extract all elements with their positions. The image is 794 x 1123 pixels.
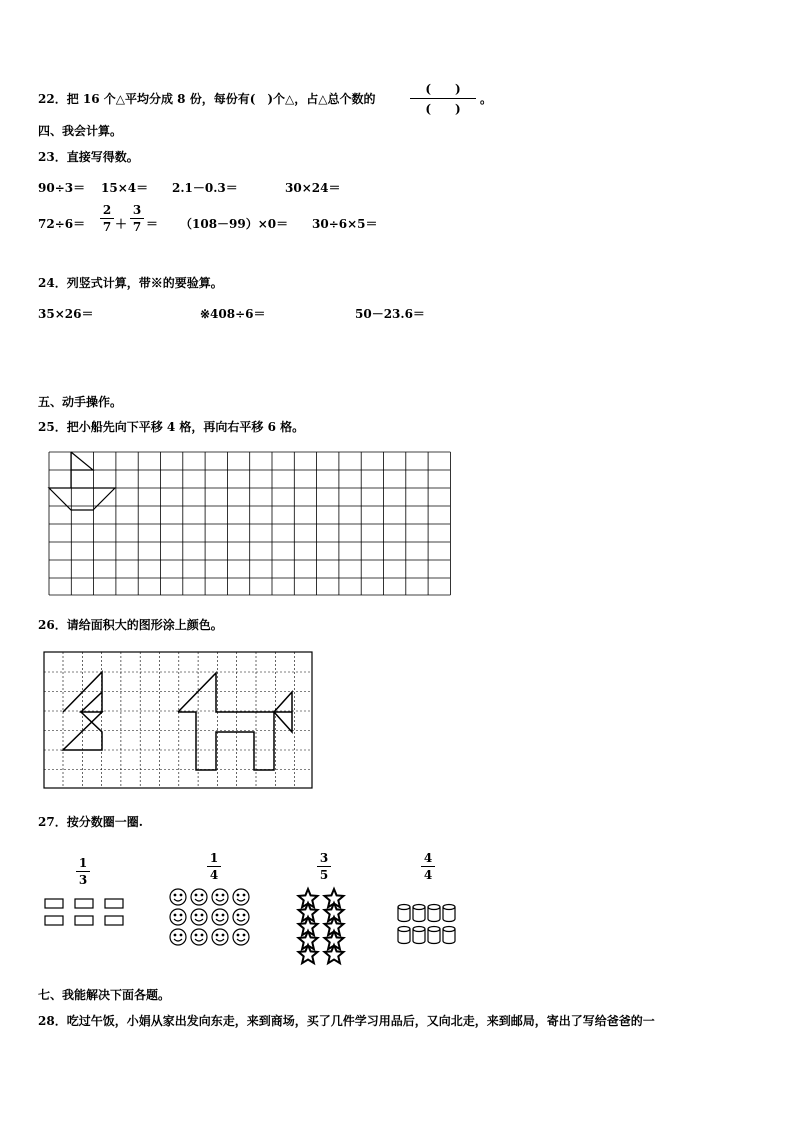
cylinder-icon xyxy=(398,905,410,922)
section-4-heading: 四、我会计算。 xyxy=(38,124,123,138)
q26-title: 26．请给面积大的图形涂上颜色。 xyxy=(38,618,223,632)
q22-tail: 。 xyxy=(480,92,493,106)
smiley-icon xyxy=(170,909,186,925)
fraction-denominator: 7 xyxy=(102,220,112,234)
plus-sign: ＋ xyxy=(115,217,128,231)
q24-item: 50－23.6＝ xyxy=(355,307,425,321)
smiley-icon xyxy=(170,889,186,905)
smiley-icon xyxy=(233,889,249,905)
smiley-icon xyxy=(233,929,249,945)
fraction-denominator: 4 xyxy=(423,868,433,882)
q23-item: 15×4＝ xyxy=(101,181,149,195)
smiley-icon xyxy=(170,929,186,945)
section-7-heading: 七、我能解决下面各题。 xyxy=(38,988,171,1002)
q23-item: （108－99）×0＝ xyxy=(180,217,289,231)
boat-grid xyxy=(49,452,451,596)
q24-item: 35×26＝ xyxy=(38,307,94,321)
fraction-2-7 xyxy=(100,203,114,234)
q27-fraction xyxy=(76,856,90,887)
q23-item: 90÷3＝ xyxy=(38,181,86,195)
fraction-3-7 xyxy=(130,203,144,234)
smiley-icon xyxy=(191,889,207,905)
fraction-denominator: 5 xyxy=(319,868,329,882)
cylinder-icon xyxy=(398,927,410,944)
section-5-heading: 五、动手操作。 xyxy=(38,395,123,409)
cylinder-icon xyxy=(428,927,440,944)
q25-title: 25．把小船先向下平移 4 格，再向右平移 6 格。 xyxy=(38,420,305,434)
q27-fraction xyxy=(207,851,221,882)
q24-item: ※408÷6＝ xyxy=(200,307,266,321)
cylinder-icon xyxy=(443,927,455,944)
boat-icon xyxy=(49,452,115,510)
q27-fraction xyxy=(421,851,435,882)
smiley-icon xyxy=(191,929,207,945)
smiley-icon xyxy=(191,909,207,925)
fraction-denominator: 7 xyxy=(132,220,142,234)
fraction-numerator: 2 xyxy=(102,203,112,217)
star-group xyxy=(296,888,350,966)
star-icon xyxy=(325,945,344,963)
smiley-icon xyxy=(212,929,228,945)
fraction-denominator: 4 xyxy=(209,868,219,882)
q27-title: 27．按分数圈一圈. xyxy=(38,815,143,829)
rectangle-group xyxy=(44,897,124,929)
smiley-icon xyxy=(212,889,228,905)
shape-right xyxy=(178,673,292,770)
q22-text: 22．把 16 个△平均分成 8 份，每份有( )个△，占△总个数的 xyxy=(38,92,376,106)
cylinder-icon xyxy=(413,927,425,944)
q23-item: 30÷6×5＝ xyxy=(312,217,378,231)
cylinder-icon xyxy=(443,905,455,922)
cylinder-icon xyxy=(413,905,425,922)
q28-text: 28．吃过午饭，小娟从家出发向东走，来到商场，买了几件学习用品后，又向北走，来到邮局，寄出了写给爸爸的一 xyxy=(38,1014,655,1028)
smiley-icon xyxy=(233,909,249,925)
fraction-numerator: 1 xyxy=(209,851,219,865)
cylinder-icon xyxy=(428,905,440,922)
q22-fraction-denominator: ( ) xyxy=(425,102,461,116)
q23-item: 2.1－0.3＝ xyxy=(172,181,238,195)
equals-sign: ＝ xyxy=(146,217,159,231)
fraction-denominator: 3 xyxy=(78,873,88,887)
shape-grid xyxy=(44,652,314,790)
star-icon xyxy=(299,945,318,963)
fraction-numerator: 4 xyxy=(423,851,433,865)
q22-fraction-numerator: ( ) xyxy=(425,82,461,96)
smiley-icon xyxy=(212,909,228,925)
q22-fraction-blank xyxy=(410,80,476,117)
q24-title: 24．列竖式计算，带※的要验算。 xyxy=(38,276,223,290)
fraction-numerator: 3 xyxy=(132,203,142,217)
smiley-group xyxy=(169,888,253,948)
cylinder-group xyxy=(396,902,462,952)
fraction-numerator: 1 xyxy=(78,856,88,870)
q27-fraction xyxy=(317,851,331,882)
q23-item: 30×24＝ xyxy=(285,181,341,195)
fraction-numerator: 3 xyxy=(319,851,329,865)
q23-title: 23．直接写得数。 xyxy=(38,150,139,164)
q23-item: 72÷6＝ xyxy=(38,217,86,231)
